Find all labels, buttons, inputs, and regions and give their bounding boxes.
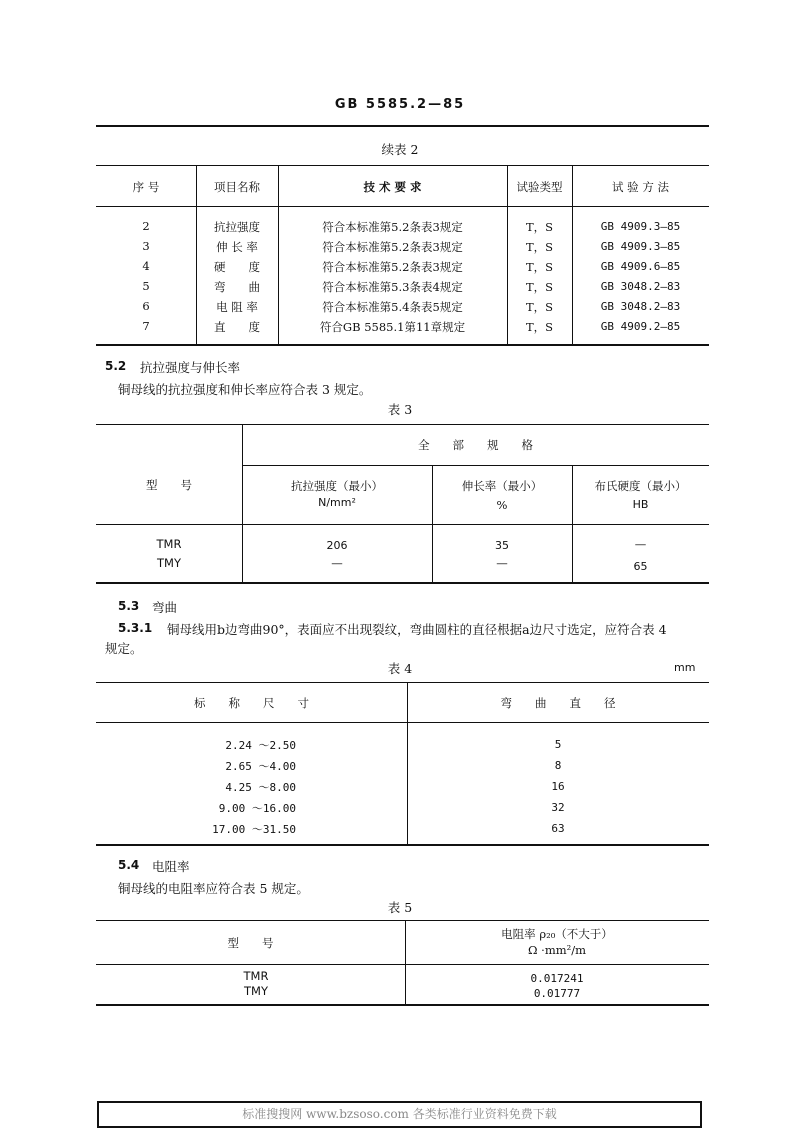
table2-cell: 伸 长 率	[216, 240, 258, 254]
subsection-number: 5.3.1	[118, 621, 153, 635]
table2-cell: 5	[142, 279, 150, 293]
table3-cell: —	[634, 537, 647, 551]
standard-number: GB 5585.2—85	[334, 97, 466, 112]
table2-cell: 直 度	[214, 320, 260, 334]
table5-bottom-rule	[96, 1004, 709, 1006]
table2-cell: 符合本标准第5.4条表5规定	[322, 300, 463, 314]
table4-cell: 2.65 ～4.00	[225, 760, 296, 773]
table4-unit: mm	[674, 661, 696, 674]
table4-cell: 9.00 ～16.00	[218, 802, 296, 815]
section-title: 电阻率	[152, 859, 190, 874]
table4-cell: 2.24 ～2.50	[225, 739, 296, 752]
table4-cell: 32	[551, 801, 565, 814]
table2-cell: 符合本标准第5.2条表3规定	[322, 240, 463, 254]
table2-header-cell: 试 验 方 法	[612, 180, 669, 194]
table3-cell: TMY	[157, 556, 181, 570]
table4-cell: 16	[551, 780, 565, 793]
table5-caption: 表 5	[387, 900, 413, 915]
table4-caption: 表 4	[387, 661, 413, 676]
table2-header-cell: 序 号	[132, 180, 160, 194]
table2-header-cell: 项目名称	[214, 180, 260, 194]
table5-header-rule	[96, 964, 709, 965]
section-body: 铜母线的抗拉强度和伸长率应符合表 3 规定。	[118, 382, 372, 397]
table2-cell: GB 4909.3—85	[600, 220, 681, 233]
section-number: 5.2	[105, 359, 127, 373]
table5-type-header: 型 号	[227, 936, 274, 950]
table4-cell: 63	[551, 822, 565, 835]
table4-header-cell: 标 称 尺 寸	[194, 696, 309, 710]
table2-cell: 弯 曲	[214, 280, 260, 294]
table2-cell: T，S	[525, 320, 554, 334]
table3-cell: 35	[495, 539, 509, 552]
table3-top-rule	[96, 424, 709, 425]
table4-header-cell: 弯 曲 直 径	[500, 696, 616, 710]
banner-text[interactable]: 标准搜搜网 www.bzsoso.com 各类标准行业资料免费下载	[242, 1107, 557, 1121]
table4-header-rule	[96, 722, 709, 723]
table3-bottom-rule	[96, 582, 709, 584]
table2-cell: T，S	[525, 220, 554, 234]
download-banner[interactable]	[97, 1101, 702, 1128]
table4-top-rule	[96, 682, 709, 683]
table3-col-header: 布氏硬度（最小）	[594, 479, 687, 493]
table2-cell: GB 4909.6—85	[600, 260, 681, 273]
table2-header-cell: 试验类型	[516, 180, 563, 194]
section-title: 抗拉强度与伸长率	[140, 360, 241, 375]
table3-caption: 表 3	[387, 402, 413, 417]
table5-top-rule	[96, 920, 709, 921]
table4-cell: 5	[554, 738, 562, 751]
table5-col-unit: Ω ·mm²/m	[527, 943, 587, 957]
table2-cell: 符合GB 5585.1第11章规定	[319, 320, 466, 334]
table3-cell: 206	[326, 539, 348, 552]
table2-cell: 4	[142, 259, 150, 273]
section-number: 5.3	[118, 599, 140, 613]
table2-cell: GB 4909.3—85	[600, 240, 681, 253]
table2-cell: GB 3048.2—83	[600, 300, 681, 313]
table4-cell: 17.00 ～31.50	[212, 823, 296, 836]
table2-cell: T，S	[525, 260, 554, 274]
table2-cell: GB 4909.2—85	[600, 320, 681, 333]
header-rule	[96, 125, 709, 127]
table3-cell: 65	[633, 560, 648, 573]
table2-bottom-rule	[96, 344, 709, 346]
table4-cell: 4.25 ～8.00	[225, 781, 296, 794]
table2-cell: 7	[142, 319, 150, 333]
table2-caption: 续表 2	[381, 142, 419, 157]
table2-header-cell: 技 术 要 求	[363, 180, 422, 194]
subsection-body-continued: 规定。	[105, 641, 143, 656]
table4-bottom-rule	[96, 844, 709, 846]
section-number: 5.4	[118, 858, 140, 872]
table2-top-rule	[96, 165, 709, 166]
table4-cell: 8	[554, 759, 562, 772]
table2-cell: T，S	[525, 300, 554, 314]
table2-cell: GB 3048.2—83	[600, 280, 681, 293]
table2-cell: T，S	[525, 280, 554, 294]
table3-cell: —	[331, 556, 343, 570]
table2-cell: 2	[142, 219, 150, 233]
table5-cell: TMY	[244, 984, 268, 998]
table2-cell: 抗拉强度	[214, 220, 260, 234]
table3-sub-rule	[242, 465, 709, 466]
table3-cell: TMR	[156, 537, 182, 551]
table3-col-unit: %	[496, 498, 508, 512]
table3-type-header: 型 号	[146, 478, 192, 492]
table2-cell: 符合本标准第5.3条表4规定	[322, 280, 463, 294]
table5-cell: 0.01777	[533, 987, 581, 1000]
table2-cell: 硬 度	[214, 260, 260, 274]
table2-cell: 3	[142, 239, 150, 253]
table3-col-unit: HB	[632, 498, 649, 511]
section-title: 弯曲	[152, 600, 178, 615]
table5-col-header: 电阻率 ρ₂₀（不大于）	[501, 927, 613, 941]
table5-cell: TMR	[243, 969, 269, 983]
table2-cell: T，S	[525, 240, 554, 254]
table3-col-header: 伸长率（最小）	[461, 479, 543, 493]
subsection-body: 铜母线用b边弯曲90°，表面应不出现裂纹，弯曲圆柱的直径根据a边尺寸选定，应符合表 4	[167, 622, 667, 637]
table2-header-rule	[96, 206, 709, 207]
table3-header-rule	[96, 524, 709, 525]
table2-cell: 电 阻 率	[216, 300, 258, 314]
table2-cell: 6	[142, 299, 150, 313]
section-body: 铜母线的电阻率应符合表 5 规定。	[118, 881, 309, 896]
table3-col-unit: N/mm²	[318, 496, 356, 509]
table3-group-header: 全 部 规 格	[418, 438, 533, 452]
table2-cell: 符合本标准第5.2条表3规定	[322, 260, 463, 274]
table2-cell: 符合本标准第5.2条表3规定	[322, 220, 463, 234]
table3-cell: —	[496, 556, 508, 570]
table5-cell: 0.017241	[530, 972, 584, 985]
table3-col-header: 抗拉强度（最小）	[291, 479, 383, 493]
